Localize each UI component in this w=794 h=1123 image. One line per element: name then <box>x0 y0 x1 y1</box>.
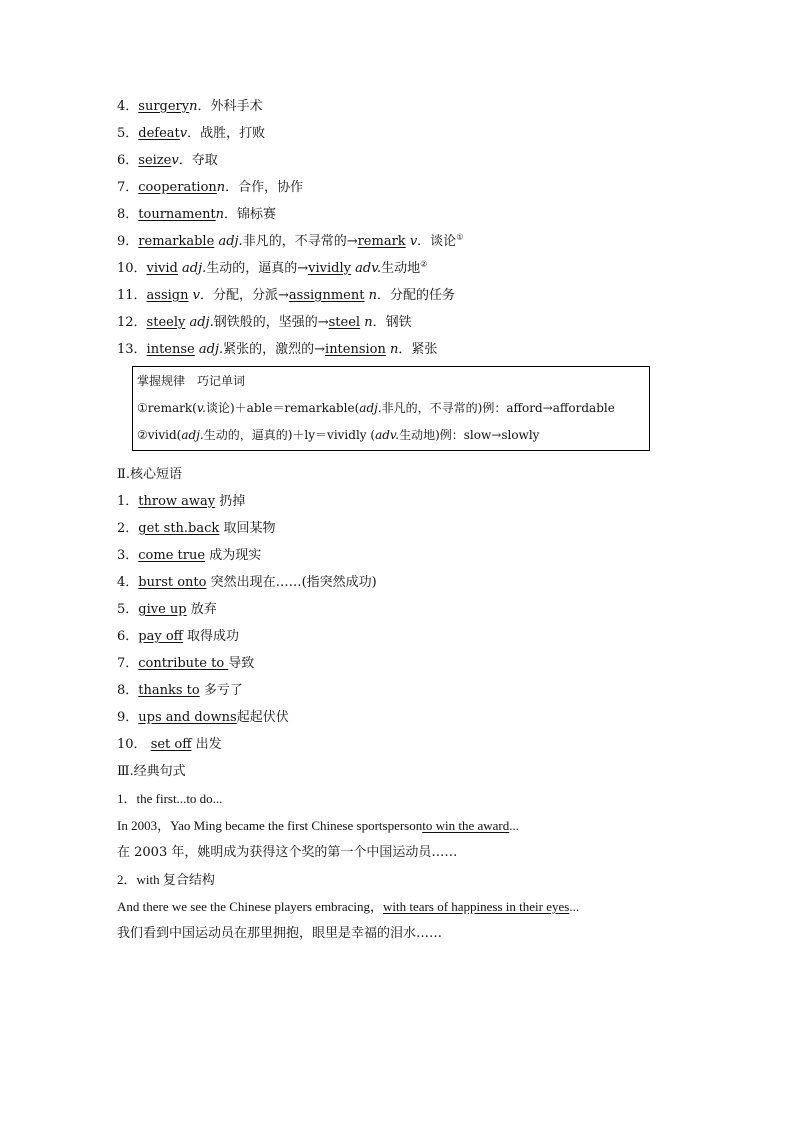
vocab-word: tournament <box>138 207 216 222</box>
vocab-word: intense <box>146 342 195 357</box>
phrase-item: 8．thanks to 多亏了 <box>117 683 243 698</box>
vocab-word: seize <box>138 153 172 168</box>
example-sentence-cn: 在 2003 年，姚明成为获得这个奖的第一个中国运动员…… <box>117 845 458 860</box>
phrase-item: 9．ups and downs起起伏伏 <box>117 710 289 725</box>
phrase-item: 7．contribute to 导致 <box>117 656 255 671</box>
phrase: contribute to <box>138 656 229 671</box>
vocab-word: assign <box>146 288 189 303</box>
vocab-item: 7．cooperationn．合作，协作 <box>117 180 304 195</box>
tip-line: ②vivid(adj.生动的，逼真的)＋ly＝vividly (adv.生动地)例：slow→slowly <box>137 428 540 442</box>
footnote-mark: ② <box>420 259 428 269</box>
phrase: pay off <box>138 629 183 644</box>
phrase-item: 3．come true 成为现实 <box>117 548 262 563</box>
example-sentence-en: In 2003，Yao Ming became the first Chinese sportspersonto win the award... <box>117 818 519 833</box>
vocab-word: cooperation <box>138 180 217 195</box>
vocab-word: defeat <box>138 126 180 141</box>
example-sentence-en: And there we see the Chinese players embracing，with tears of happiness in their eyes... <box>117 899 580 914</box>
section-heading: Ⅱ.核心短语 <box>117 467 182 482</box>
phrase: come true <box>138 548 206 563</box>
phrase: thanks to <box>138 683 200 698</box>
vocab-item: 11．assign v．分配，分派→assignment n．分配的任务 <box>117 288 455 303</box>
phrase-item: 6．pay off 取得成功 <box>117 629 240 644</box>
key-structure: with tears of happiness in their eyes <box>383 899 570 914</box>
tip-box-title: 掌握规律 巧记单词 <box>137 374 246 388</box>
vocab-item: 6．seizev．夺取 <box>117 153 218 168</box>
section-heading: Ⅲ.经典句式 <box>117 764 186 779</box>
phrase-item: 10． set off 出发 <box>117 737 222 752</box>
vocab-item: 8．tournamentn．锦标赛 <box>117 207 277 222</box>
vocab-word: steely <box>146 315 186 330</box>
vocab-item: 4．surgeryn．外科手术 <box>117 99 263 114</box>
vocab-item: 5．defeatv．战胜，打败 <box>117 126 266 141</box>
vocab-derived-word: vividly <box>308 261 351 276</box>
sentence-pattern-title: 1．the first...to do... <box>117 791 223 806</box>
phrase: get sth.back <box>138 521 220 536</box>
worksheet-page <box>117 93 677 947</box>
vocab-item: 13．intense adj.紧张的，激烈的→intension n．紧张 <box>117 342 438 357</box>
phrase: throw away <box>138 494 216 509</box>
key-structure: to win the award <box>422 818 510 833</box>
vocab-derived-word: intension <box>325 342 386 357</box>
vocab-derived-word: remark <box>357 234 406 249</box>
phrase: give up <box>138 602 187 617</box>
phrase: set off <box>150 737 192 752</box>
phrase-item: 4．burst onto 突然出现在……(指突然成功) <box>117 575 377 590</box>
phrase: ups and downs <box>138 710 237 725</box>
phrase-item: 1．throw away 扔掉 <box>117 494 246 509</box>
sentence-pattern-title: 2．with 复合结构 <box>117 872 215 887</box>
example-sentence-cn: 我们看到中国运动员在那里拥抱，眼里是幸福的泪水…… <box>117 926 443 941</box>
vocab-item: 10．vivid adj.生动的，逼真的→vividly adv.生动地② <box>117 259 428 276</box>
vocab-derived-word: steel <box>328 315 361 330</box>
vocab-word: remarkable <box>138 234 215 249</box>
tip-line: ①remark(v.谈论)＋able＝remarkable(adj.非凡的，不寻常的)例：afford→affordable <box>137 401 615 415</box>
footnote-mark: ① <box>456 232 464 242</box>
memory-tip-box <box>132 366 650 451</box>
vocab-word: vivid <box>146 261 178 276</box>
vocab-item: 12．steely adj.钢铁般的，坚强的→steel n．钢铁 <box>117 315 412 330</box>
phrase: burst onto <box>138 575 207 590</box>
vocab-item: 9．remarkable adj.非凡的，不寻常的→remark v．谈论① <box>117 232 464 249</box>
phrase-item: 2．get sth.back 取回某物 <box>117 521 276 536</box>
vocab-derived-word: assignment <box>288 288 365 303</box>
vocab-word: surgery <box>138 99 190 114</box>
phrase-item: 5．give up 放弃 <box>117 602 217 617</box>
